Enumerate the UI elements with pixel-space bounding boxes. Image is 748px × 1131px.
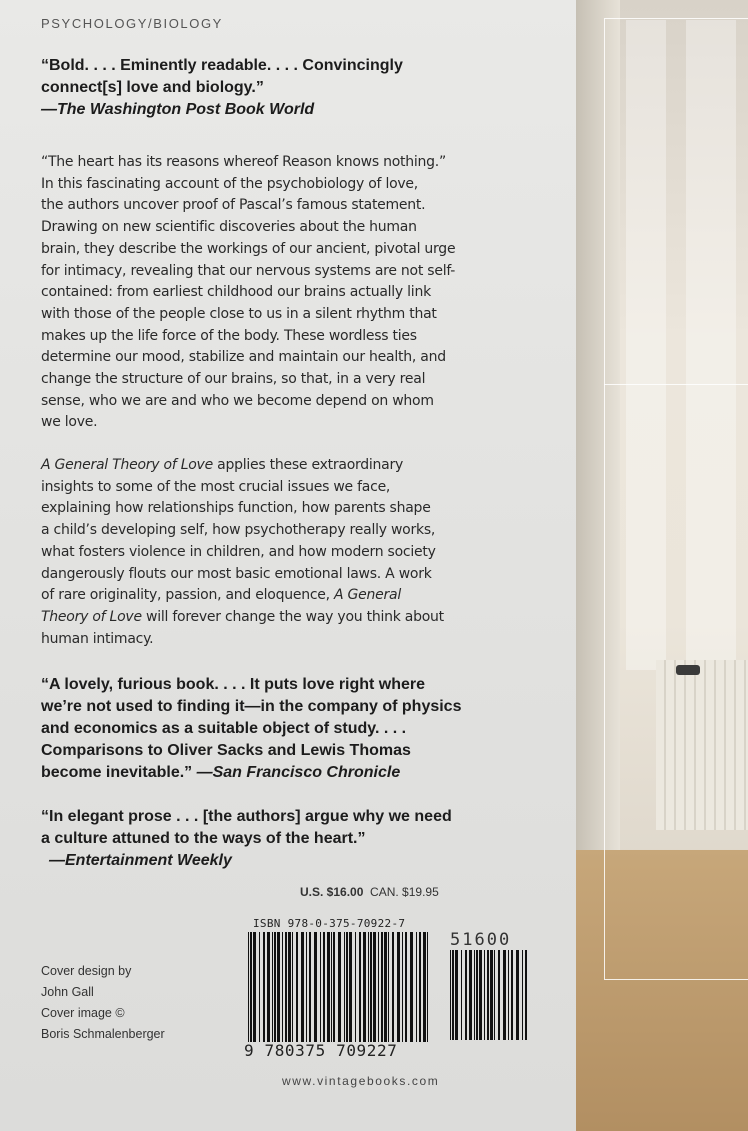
barcode-bar <box>327 932 330 1042</box>
barcode-bar <box>402 932 403 1042</box>
text-line: human intimacy. <box>41 630 154 647</box>
publisher-website: www.vintagebooks.com <box>282 1074 440 1088</box>
text-line: sense, who we are and who we become depend on whom <box>41 392 434 409</box>
barcode-bar <box>288 932 291 1042</box>
quote-text: become inevitable.” <box>41 764 197 781</box>
book-title: A General Theory of Love <box>41 457 213 473</box>
text-line: we love. <box>41 414 98 431</box>
barcode-bar <box>384 932 387 1042</box>
text-line: insights to some of the most crucial issues we face, <box>41 478 391 495</box>
barcode-bar <box>296 932 298 1042</box>
barcode-digits: 9 780375 709227 <box>244 1041 398 1060</box>
barcode-bar <box>259 932 260 1042</box>
barcode-bar <box>419 932 421 1042</box>
price-us: U.S. $16.00 <box>300 885 364 899</box>
quote-line: a culture attuned to the ways of the heart.” <box>41 830 366 847</box>
text-line <box>41 585 571 607</box>
quote-line: and economics as a suitable object of study. . . . <box>41 720 407 737</box>
text-line: determine our mood, stabilize and maintain our health, and <box>41 349 446 366</box>
barcode-bar <box>381 932 383 1042</box>
barcode-bar <box>494 950 495 1040</box>
barcode-bar <box>476 950 478 1040</box>
price-addon-digits: 51600 <box>450 930 512 950</box>
barcode-bar <box>388 932 389 1042</box>
barcode-bar <box>344 932 345 1042</box>
credit-line: Cover design by <box>41 964 132 978</box>
barcode-bar <box>474 950 475 1040</box>
cover-credits <box>41 961 165 1045</box>
barcode-bar <box>331 932 332 1042</box>
barcode-bar <box>359 932 361 1042</box>
barcode-bar <box>263 932 265 1042</box>
barcode-bar <box>306 932 307 1042</box>
review-quote-sf-chronicle <box>41 674 571 784</box>
book-title: Theory of Love <box>41 608 142 625</box>
quote-source: —Entertainment Weekly <box>49 852 232 869</box>
text-line: “The heart has its reasons whereof Reason knows nothing.” <box>41 154 446 170</box>
barcode-bar <box>320 932 321 1042</box>
barcode-bar <box>373 932 376 1042</box>
barcode-bar <box>272 932 273 1042</box>
quote-line <box>41 762 571 784</box>
barcode-bar <box>410 932 413 1042</box>
quote-line: connect[s] love and biology.” <box>41 79 264 96</box>
quote-line: Comparisons to Oliver Sacks and Lewis Thomas <box>41 742 411 759</box>
barcode-bar <box>465 950 467 1040</box>
barcode-bar <box>455 950 458 1040</box>
barcode-bar <box>511 950 513 1040</box>
barcode-bar <box>490 950 493 1040</box>
barcode-bar <box>314 932 317 1042</box>
text-fragment: of rare originality, passion, and eloquence, <box>41 587 335 604</box>
barcode-bar <box>292 932 293 1042</box>
text-line: the authors uncover proof of Pascal’s famous statement. <box>41 197 426 214</box>
text-line <box>41 607 571 629</box>
barcode-bar <box>479 950 482 1040</box>
barcode-bar <box>368 932 369 1042</box>
barcode-bar <box>333 932 335 1042</box>
text-line: explaining how relationships function, how parents shape <box>41 500 431 517</box>
barcode-bar <box>525 950 527 1040</box>
barcode-bar <box>282 932 283 1042</box>
quote-source: —San Francisco Chronicle <box>196 764 401 781</box>
barcode-bar <box>323 932 325 1042</box>
text-line: change the structure of our brains, so that, in a very real <box>41 371 426 388</box>
barcode-bar <box>469 950 472 1040</box>
barcode-bar <box>397 932 400 1042</box>
barcode-bar <box>378 932 379 1042</box>
price-addon-barcode <box>450 950 530 1040</box>
barcode-bar <box>338 932 341 1042</box>
quote-line: “Bold. . . . Eminently readable. . . . Convincingly <box>41 57 403 74</box>
barcode-bar <box>427 932 428 1042</box>
barcode-bar <box>250 932 252 1042</box>
text-line: for intimacy, revealing that our nervous systems are not self- <box>41 262 456 279</box>
text-line: Drawing on new scientific discoveries about the human <box>41 219 417 236</box>
credit-line: Boris Schmalenberger <box>41 1027 165 1041</box>
text-fragment: will forever change the way you think about <box>141 608 444 625</box>
text-line: what fosters violence in children, and how modern society <box>41 543 436 560</box>
barcode-bar <box>355 932 356 1042</box>
price-can: CAN. $19.95 <box>370 885 439 899</box>
isbn-barcode <box>248 932 428 1042</box>
text-line: contained: from earliest childhood our brains actually link <box>41 284 431 301</box>
barcode-bar <box>285 932 287 1042</box>
barcode-bar <box>349 932 352 1042</box>
text-line: brain, they describe the workings of our ancient, pivotal urge <box>41 240 456 257</box>
barcode-bar <box>346 932 348 1042</box>
book-title: A General <box>334 587 401 604</box>
review-quote-washington-post <box>41 55 561 121</box>
photo-frame-line <box>604 18 748 980</box>
description-paragraph-2 <box>41 455 571 650</box>
photo-frame-divider <box>604 384 748 385</box>
barcode-bar <box>450 950 451 1040</box>
barcode-bar <box>423 932 426 1042</box>
barcode-bar <box>370 932 372 1042</box>
review-quote-entertainment-weekly <box>41 806 571 872</box>
text-line: a child’s developing self, how psychotherapy really works, <box>41 522 436 539</box>
barcode-bar <box>508 950 509 1040</box>
barcode-bar <box>277 932 280 1042</box>
text-line: In this fascinating account of the psychobiology of love, <box>41 175 418 192</box>
barcode-bar <box>405 932 407 1042</box>
barcode-bar <box>522 950 523 1040</box>
text-line: makes up the life force of the body. These wordless ties <box>41 327 417 344</box>
barcode-bar <box>248 932 249 1042</box>
quote-line: we’re not used to finding it—in the company of physics <box>41 698 462 715</box>
barcode-bar <box>503 950 506 1040</box>
cover-photo-room <box>576 0 748 1131</box>
barcode-bar <box>392 932 394 1042</box>
description-paragraph-1 <box>41 152 571 434</box>
quote-line: “A lovely, furious book. . . . It puts love right where <box>41 676 426 693</box>
isbn-label: ISBN 978-0-375-70922-7 <box>253 917 406 930</box>
text-line <box>41 455 571 477</box>
barcode-bar <box>416 932 417 1042</box>
price-line <box>300 885 439 899</box>
barcode-bar <box>461 950 462 1040</box>
barcode-bar <box>516 950 519 1040</box>
credit-line: John Gall <box>41 985 94 999</box>
barcode-bar <box>309 932 311 1042</box>
text-fragment: applies these extraordinary <box>212 457 404 473</box>
barcode-bar <box>301 932 304 1042</box>
barcode-bar <box>498 950 500 1040</box>
text-line: with those of the people close to us in a silent rhythm that <box>41 305 437 322</box>
barcode-bar <box>253 932 256 1042</box>
credit-line: Cover image © <box>41 1006 125 1020</box>
barcode-bar <box>487 950 489 1040</box>
category-label: PSYCHOLOGY/BIOLOGY <box>41 16 223 31</box>
quote-line: “In elegant prose . . . [the authors] argue why we need <box>41 808 452 825</box>
barcode-bar <box>363 932 366 1042</box>
barcode-bar <box>274 932 276 1042</box>
barcode-bar <box>267 932 270 1042</box>
barcode-bar <box>452 950 454 1040</box>
barcode-bar <box>484 950 485 1040</box>
text-line: dangerously flouts our most basic emotional laws. A work <box>41 565 432 582</box>
quote-source: —The Washington Post Book World <box>41 101 315 118</box>
